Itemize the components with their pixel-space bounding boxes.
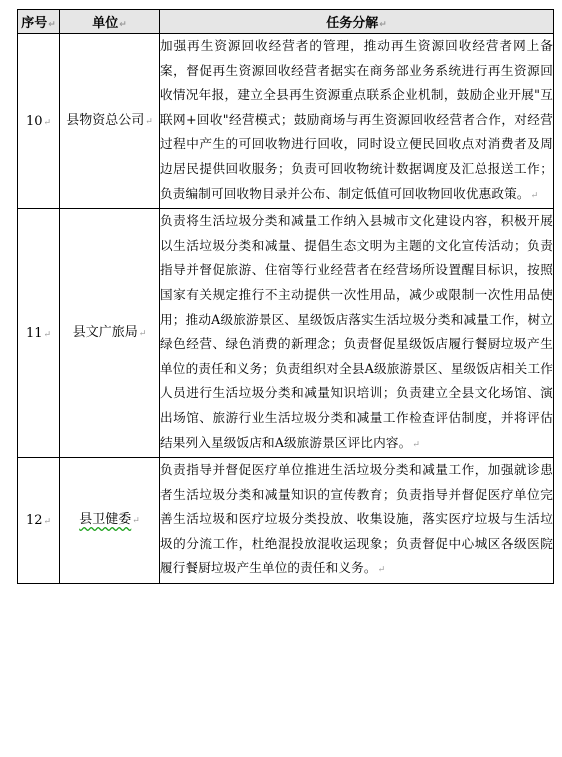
row-unit-cell <box>60 458 160 584</box>
paragraph-mark-icon: ↵ <box>379 20 387 30</box>
paragraph-mark-icon: ↵ <box>43 329 52 340</box>
row-task-cell: 加强再生资源回收经营者的管理，推动再生资源回收经营者网上备案，督促再生资源回收经营者据实在商务部业务系统进行再生资源回收情况年报，建立全县再生资源重点联系企业机制，鼓励企业开展"互联网+回收"经营模式；鼓励商场与再生资源回收经营者合作，对经营过程中产生的可回收物进行回收，同时设立便民回收点对消费者及周边居民提供回收服务；负责可回收物统计数据调度及汇总报送工作；负责编制可回收物目录并公布、制定低值可回收物回收优惠政策。↵ <box>160 34 554 209</box>
table-row <box>18 34 554 209</box>
header-index: 序号↵ <box>18 10 60 34</box>
task-table <box>17 9 554 584</box>
row-index-cell: 10↵ <box>18 34 60 209</box>
paragraph-mark-icon: ↵ <box>132 516 140 527</box>
paragraph-mark-icon: ↵ <box>530 190 539 201</box>
paragraph-mark-icon: ↵ <box>119 20 127 30</box>
header-task: 任务分解↵ <box>160 10 554 34</box>
row-task-cell: 负责将生活垃圾分类和减量工作纳入县城市文化建设内容，积极开展以生活垃圾分类和减量、提倡生态文明为主题的文化宣传活动；负责指导并督促旅游、住宿等行业经营者在经营场所设置醒目标识，按照国家有关规定推行不主动提供一次性用品，减少或限制一次性用品使用；推动A级旅游景区、星级饭店落实生活垃圾分类和减量工作，树立绿色经营、绿色消费的新理念；负责督促星级饭店履行餐厨垃圾产生单位的责任和义务；负责组织对全县A级旅游景区、星级饭店相关工作人员进行生活垃圾分类和减量知识培训；负责建立全县文化场馆、演出场馆、旅游行业生活垃圾分类和减量工作检查评估制度，并将评估结果列入星级饭店和A级旅游景区评比内容。↵ <box>160 209 554 458</box>
paragraph-mark-icon: ↵ <box>145 116 153 127</box>
paragraph-mark-icon: ↵ <box>48 20 56 30</box>
header-unit: 单位↵ <box>60 10 160 34</box>
row-index-cell: 11↵ <box>18 209 60 458</box>
row-index-cell: 12↵ <box>18 458 60 584</box>
paragraph-mark-icon: ↵ <box>43 117 52 128</box>
paragraph-mark-icon: ↵ <box>412 439 421 450</box>
paragraph-mark-icon: ↵ <box>138 328 147 339</box>
row-task-cell: 负责指导并督促医疗单位推进生活垃圾分类和减量工作，加强就诊患者生活垃圾分类和减量知识的宣传教育；负责指导并督促医疗单位完善生活垃圾和医疗垃圾分类投放、收集设施，落实医疗垃圾与生活垃圾的分流工作，杜绝混投放混收运现象；负责督促中心城区各级医院履行餐厨垃圾产生单位的责任和义务。↵ <box>160 458 554 584</box>
table-header-row <box>18 10 554 34</box>
spellcheck-underlined-text: 县卫健委 <box>79 512 132 528</box>
paragraph-mark-icon: ↵ <box>377 565 386 576</box>
row-unit-cell: 县文广旅局↵ <box>60 209 160 458</box>
paragraph-mark-icon: ↵ <box>43 517 52 528</box>
row-unit-cell: 县物资总公司↵ <box>60 34 160 209</box>
table-row <box>18 209 554 458</box>
table-row <box>18 458 554 584</box>
